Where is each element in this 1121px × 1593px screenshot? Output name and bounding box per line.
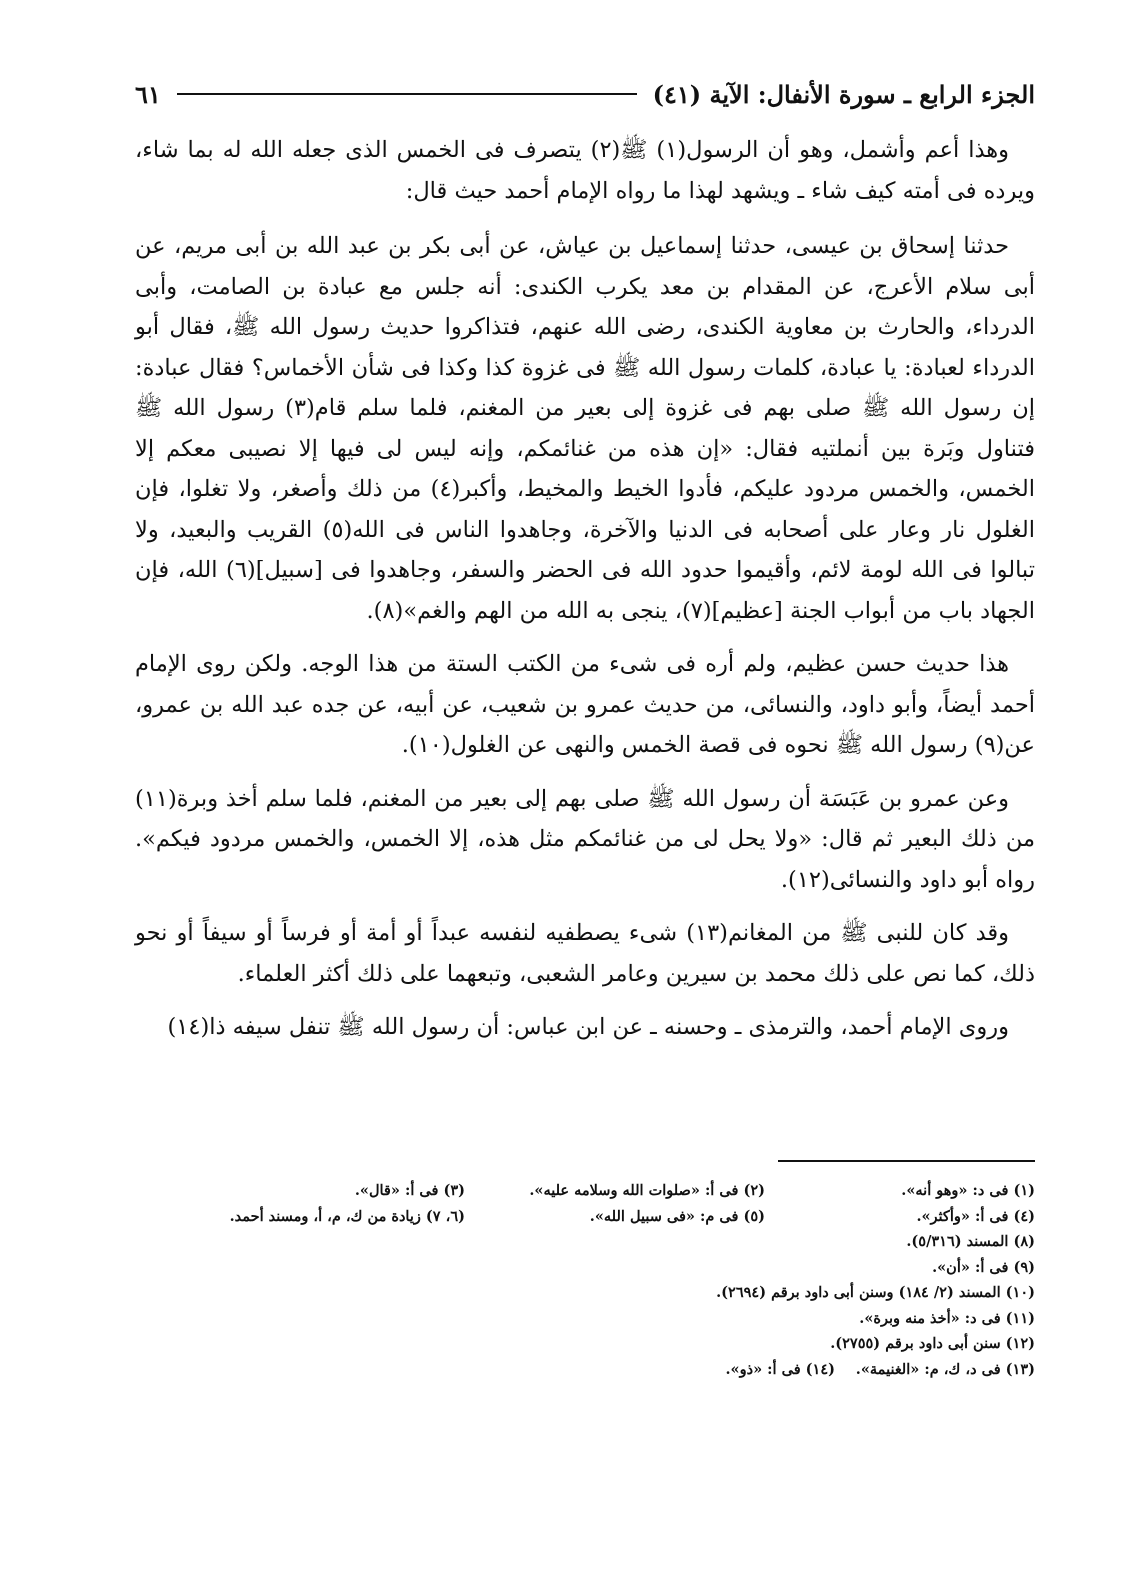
footnote: (٣) فى أ: «قال». [354, 1182, 465, 1199]
footnote-row [135, 1357, 1035, 1383]
footnote-row [135, 1280, 1035, 1306]
paragraph: وهذا أعم وأشمل، وهو أن الرسول(١) ﷺ(٢) يتصرف فى الخمس الذى جعله الله له بما شاء، ويرده فى أمته كيف شاء ـ ويشهد لهذا ما رواه الإمام أحمد حيث قال: [135, 137, 1035, 204]
footnote: (١١) فى د: «أخذ منه وبرة». [859, 1309, 1035, 1327]
footnote: (١٠) المسند (٢/ ١٨٤) وسنن أبى داود برقم (٢٦٩٤). [716, 1284, 1035, 1301]
footnote: (٤) فى أ: «وأكثر». [916, 1207, 1035, 1225]
footnote-separator [778, 1160, 1035, 1162]
main-text [135, 130, 1035, 1048]
paragraph: وروى الإمام أحمد، والترمذى ـ وحسنه ـ عن ابن عباس: أن رسول الله ﷺ تنفل سيفه ذا(١٤) [167, 1014, 1009, 1040]
running-header [135, 72, 1035, 116]
paragraph: وقد كان للنبى ﷺ من المغانم(١٣) شىء يصطفيه لنفسه عبداً أو أمة أو فرساً أو سيفاً أو نحو ذلك، كما نص على ذلك محمد بن سيرين وعامر الشعبى، وتبعهما على ذلك أكثر العلماء. [135, 920, 1035, 987]
footnote: (٢) فى أ: «صلوات الله وسلامه عليه». [529, 1182, 765, 1199]
footnotes [135, 1178, 1035, 1382]
footnote: (٩) فى أ: «أن». [932, 1258, 1035, 1276]
footnote: (١٣) فى د، ك، م: «الغنيمة». [855, 1360, 1035, 1378]
footnote: (٥) فى م: «فى سبيل الله». [589, 1207, 765, 1225]
footnote-row [135, 1255, 1035, 1281]
footnote-row [135, 1306, 1035, 1332]
footnote: (١٤) فى أ: «ذو». [725, 1360, 835, 1378]
header-title: الجزء الرابع ـ سورة الأنفال: الآية (٤١) [652, 79, 1035, 109]
footnote: (١٢) سنن أبى داود برقم (٢٧٥٥). [830, 1335, 1035, 1352]
paragraph: حدثنا إسحاق بن عيسى، حدثنا إسماعيل بن عياش، عن أبى بكر بن عبد الله بن أبى مريم، عن أبى سلام الأعرج، عن المقدام بن معد يكرب الكندى: أنه جلس مع عبادة بن الصامت، وأبى الدرداء، والحارث بن معاوية الكندى، رضى الله عنهم، فتذاكروا حديث رسول الله ﷺ، فقال أبو الدرداء لعبادة: يا عبادة، كلمات رسول الله ﷺ فى غزوة كذا وكذا فى شأن الأخماس؟ فقال عبادة: إن رسول الله ﷺ صلى بهم فى غزوة إلى بعير من المغنم، فلما سلم قام(٣) رسول الله ﷺ فتناول وبَرة بين أنملتيه فقال: «إن هذه من غنائمكم، وإنه ليس لى فيها إلا نصيبى معكم إلا الخمس، والخمس مردود عليكم، فأدوا الخيط والمخيط، وأكبر(٤) من ذلك وأصغر، ولا تغلوا، فإن الغلول نار وعار على أصحابه فى الدنيا والآخرة، وجاهدوا الناس فى الله(٥) القريب والبعيد، ولا تبالوا فى الله لومة لائم، وأقيموا حدود الله فى الحضر والسفر، وجاهدوا فى [سبيل](٦) الله، فإن الجهاد باب من أبواب الجنة [عظيم](٧)، ينجى به الله من الهم والغم»(٨). [135, 233, 1035, 624]
footnote-row [135, 1331, 1035, 1357]
header-rule [177, 93, 637, 95]
footnote: (٨) المسند (٥/٣١٦). [906, 1233, 1035, 1250]
footnote: (٦، ٧) زيادة من ك، م، أ، ومسند أحمد. [229, 1207, 465, 1225]
page-number: ٦١ [135, 79, 161, 109]
footnote-row [135, 1204, 1035, 1230]
paragraph: هذا حديث حسن عظيم، ولم أره فى شىء من الكتب الستة من هذا الوجه. ولكن روى الإمام أحمد أيضاً، وأبو داود، والنسائى، من حديث عمرو بن شعيب، عن أبيه، عن جده عبد الله بن عمرو، عن(٩) رسول الله ﷺ نحوه فى قصة الخمس والنهى عن الغلول(١٠). [135, 651, 1035, 758]
footnote: (١) فى د: «وهو أنه». [901, 1182, 1035, 1199]
footnote-row [135, 1229, 1035, 1255]
footnote-row [135, 1178, 1035, 1204]
paragraph: وعن عمرو بن عَبَسَة أن رسول الله ﷺ صلى بهم إلى بعير من المغنم، فلما سلم أخذ وبرة(١١) من ذلك البعير ثم قال: «ولا يحل لى من غنائمكم مثل هذه، إلا الخمس، والخمس مردود فيكم». رواه أبو داود والنسائى(١٢). [135, 785, 1035, 893]
